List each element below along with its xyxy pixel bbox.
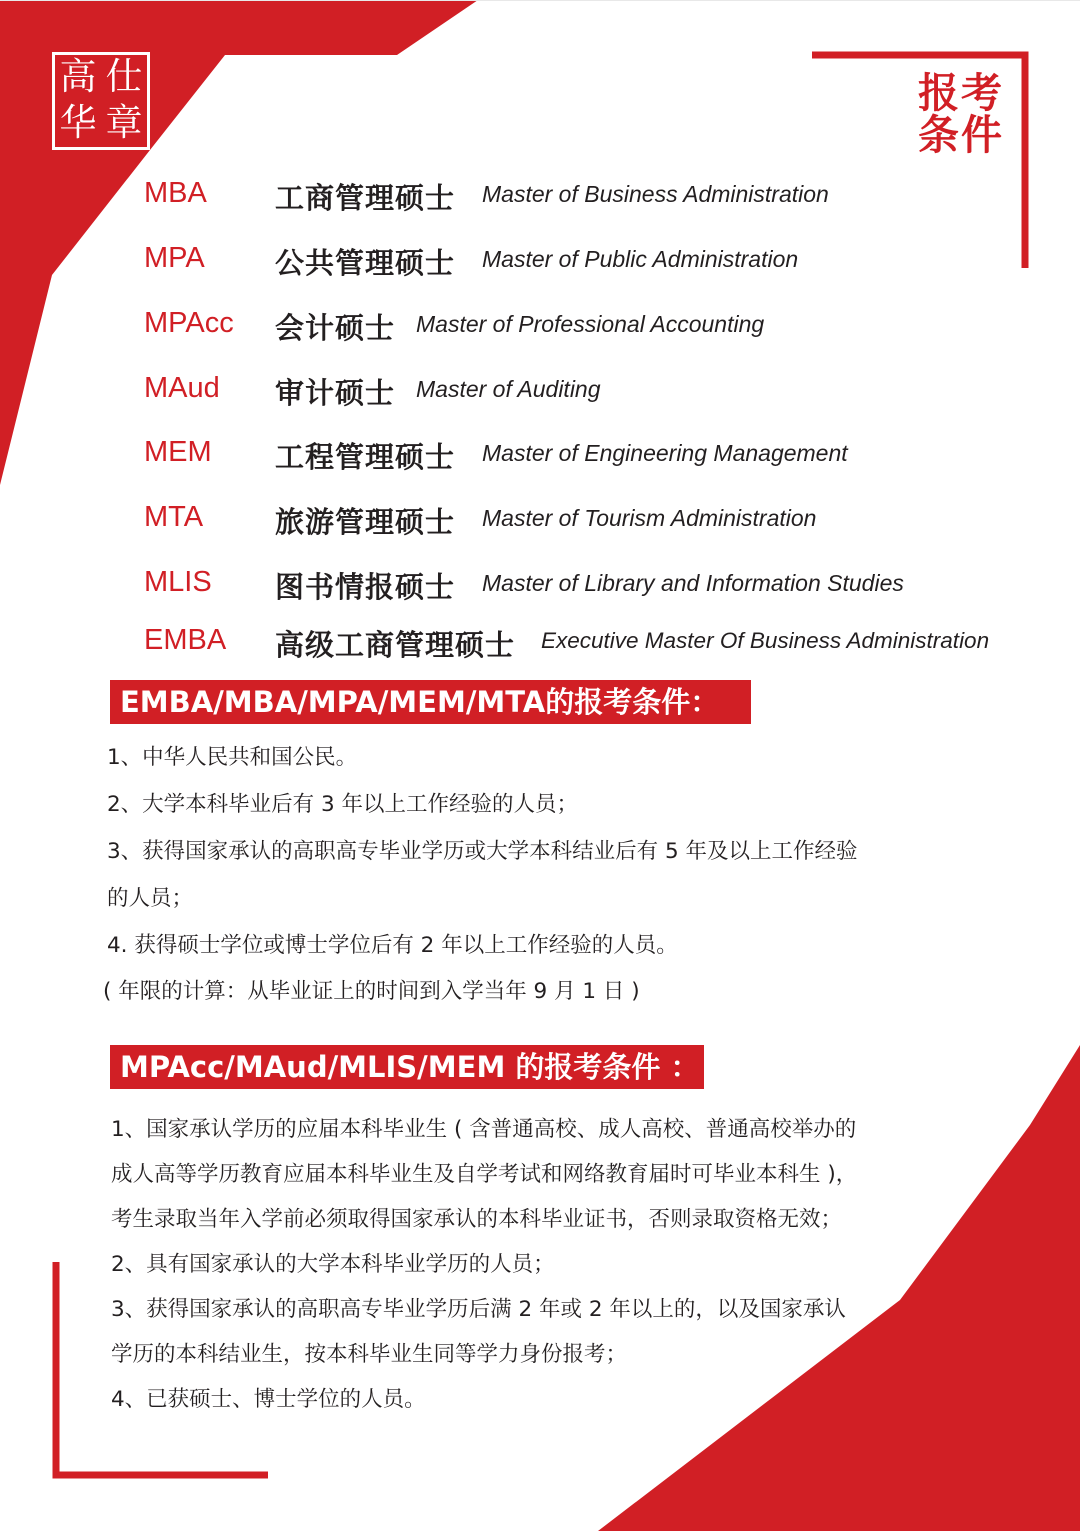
- program-abbr: MTA: [144, 501, 204, 533]
- program-en-name: Executive Master Of Business Administration: [541, 628, 990, 653]
- condition-line: 4. 获得硕士学位或博士学位后有 2 年以上工作经验的人员。: [107, 933, 678, 958]
- condition-line: 1、中华人民共和国公民。: [107, 745, 358, 770]
- program-abbr: MPA: [144, 242, 205, 274]
- program-en-name: Master of Engineering Management: [482, 440, 848, 466]
- logo-seal: [52, 52, 150, 150]
- logo-char: 高: [59, 55, 97, 98]
- condition-line: 3、获得国家承认的高职高专毕业学历或大学本科结业后有 5 年及以上工作经验: [107, 839, 858, 864]
- condition-line: 考生录取当年入学前必须取得国家承认的本科毕业证书，否则录取资格无效；: [111, 1207, 843, 1232]
- program-abbr: EMBA: [144, 624, 227, 656]
- program-cn-name: 旅游管理硕士: [275, 505, 456, 539]
- program-cn-name: 工程管理硕士: [275, 440, 456, 474]
- logo-char: 华: [59, 101, 97, 144]
- program-cn-name: 高级工商管理硕士: [275, 628, 516, 662]
- program-cn-name: 图书情报硕士: [275, 570, 456, 604]
- program-cn-name: 会计硕士: [275, 311, 396, 345]
- program-abbr: MEM: [144, 436, 212, 468]
- logo-char: 仕: [105, 55, 143, 98]
- program-cn-name: 审计硕士: [275, 376, 396, 410]
- condition-line: 学历的本科结业生，按本科毕业生同等学力身份报考；: [111, 1342, 628, 1367]
- condition-line: 3、获得国家承认的高职高专毕业学历后满 2 年或 2 年以上的，以及国家承认: [111, 1297, 846, 1322]
- program-en-name: Master of Business Administration: [482, 181, 829, 207]
- tag-line: 报考: [918, 69, 1004, 117]
- program-en-name: Master of Public Administration: [482, 246, 799, 272]
- program-abbr: MPAcc: [144, 307, 234, 339]
- program-en-name: Master of Tourism Administration: [482, 505, 817, 531]
- program-en-name: Master of Auditing: [416, 376, 601, 402]
- section-title: MPAcc/MAud/MLIS/MEM 的报考条件 ：: [110, 1045, 704, 1089]
- program-abbr: MAud: [144, 372, 220, 404]
- condition-line: 4、已获硕士、博士学位的人员。: [111, 1387, 426, 1412]
- tag-line: 条件: [918, 111, 1004, 159]
- program-en-name: Master of Professional Accounting: [416, 311, 765, 337]
- program-en-name: Master of Library and Information Studies: [482, 570, 904, 596]
- program-cn-name: 公共管理硕士: [275, 246, 456, 280]
- program-abbr: MLIS: [144, 566, 212, 598]
- page-tag: [918, 69, 1010, 159]
- condition-line: 1、国家承认学历的应届本科毕业生 ( 含普通高校、成人高校、普通高校举办的: [111, 1117, 857, 1142]
- condition-line: 2、大学本科毕业后有 3 年以上工作经验的人员；: [107, 792, 579, 817]
- logo-char: 章: [105, 101, 143, 144]
- condition-line: 的人员；: [107, 886, 194, 911]
- program-abbr: MBA: [144, 177, 207, 209]
- program-cn-name: 工商管理硕士: [275, 181, 456, 215]
- condition-note: ( 年限的计算：从毕业证上的时间到入学当年 9 月 1 日 ): [103, 979, 640, 1004]
- condition-line: 2、具有国家承认的大学本科毕业学历的人员；: [111, 1252, 555, 1277]
- condition-line: 成人高等学历教育应届本科毕业生及自学考试和网络教育届时可毕业本科生 )，: [111, 1162, 858, 1187]
- section-title: EMBA/MBA/MPA/MEM/MTA的报考条件：: [110, 680, 751, 724]
